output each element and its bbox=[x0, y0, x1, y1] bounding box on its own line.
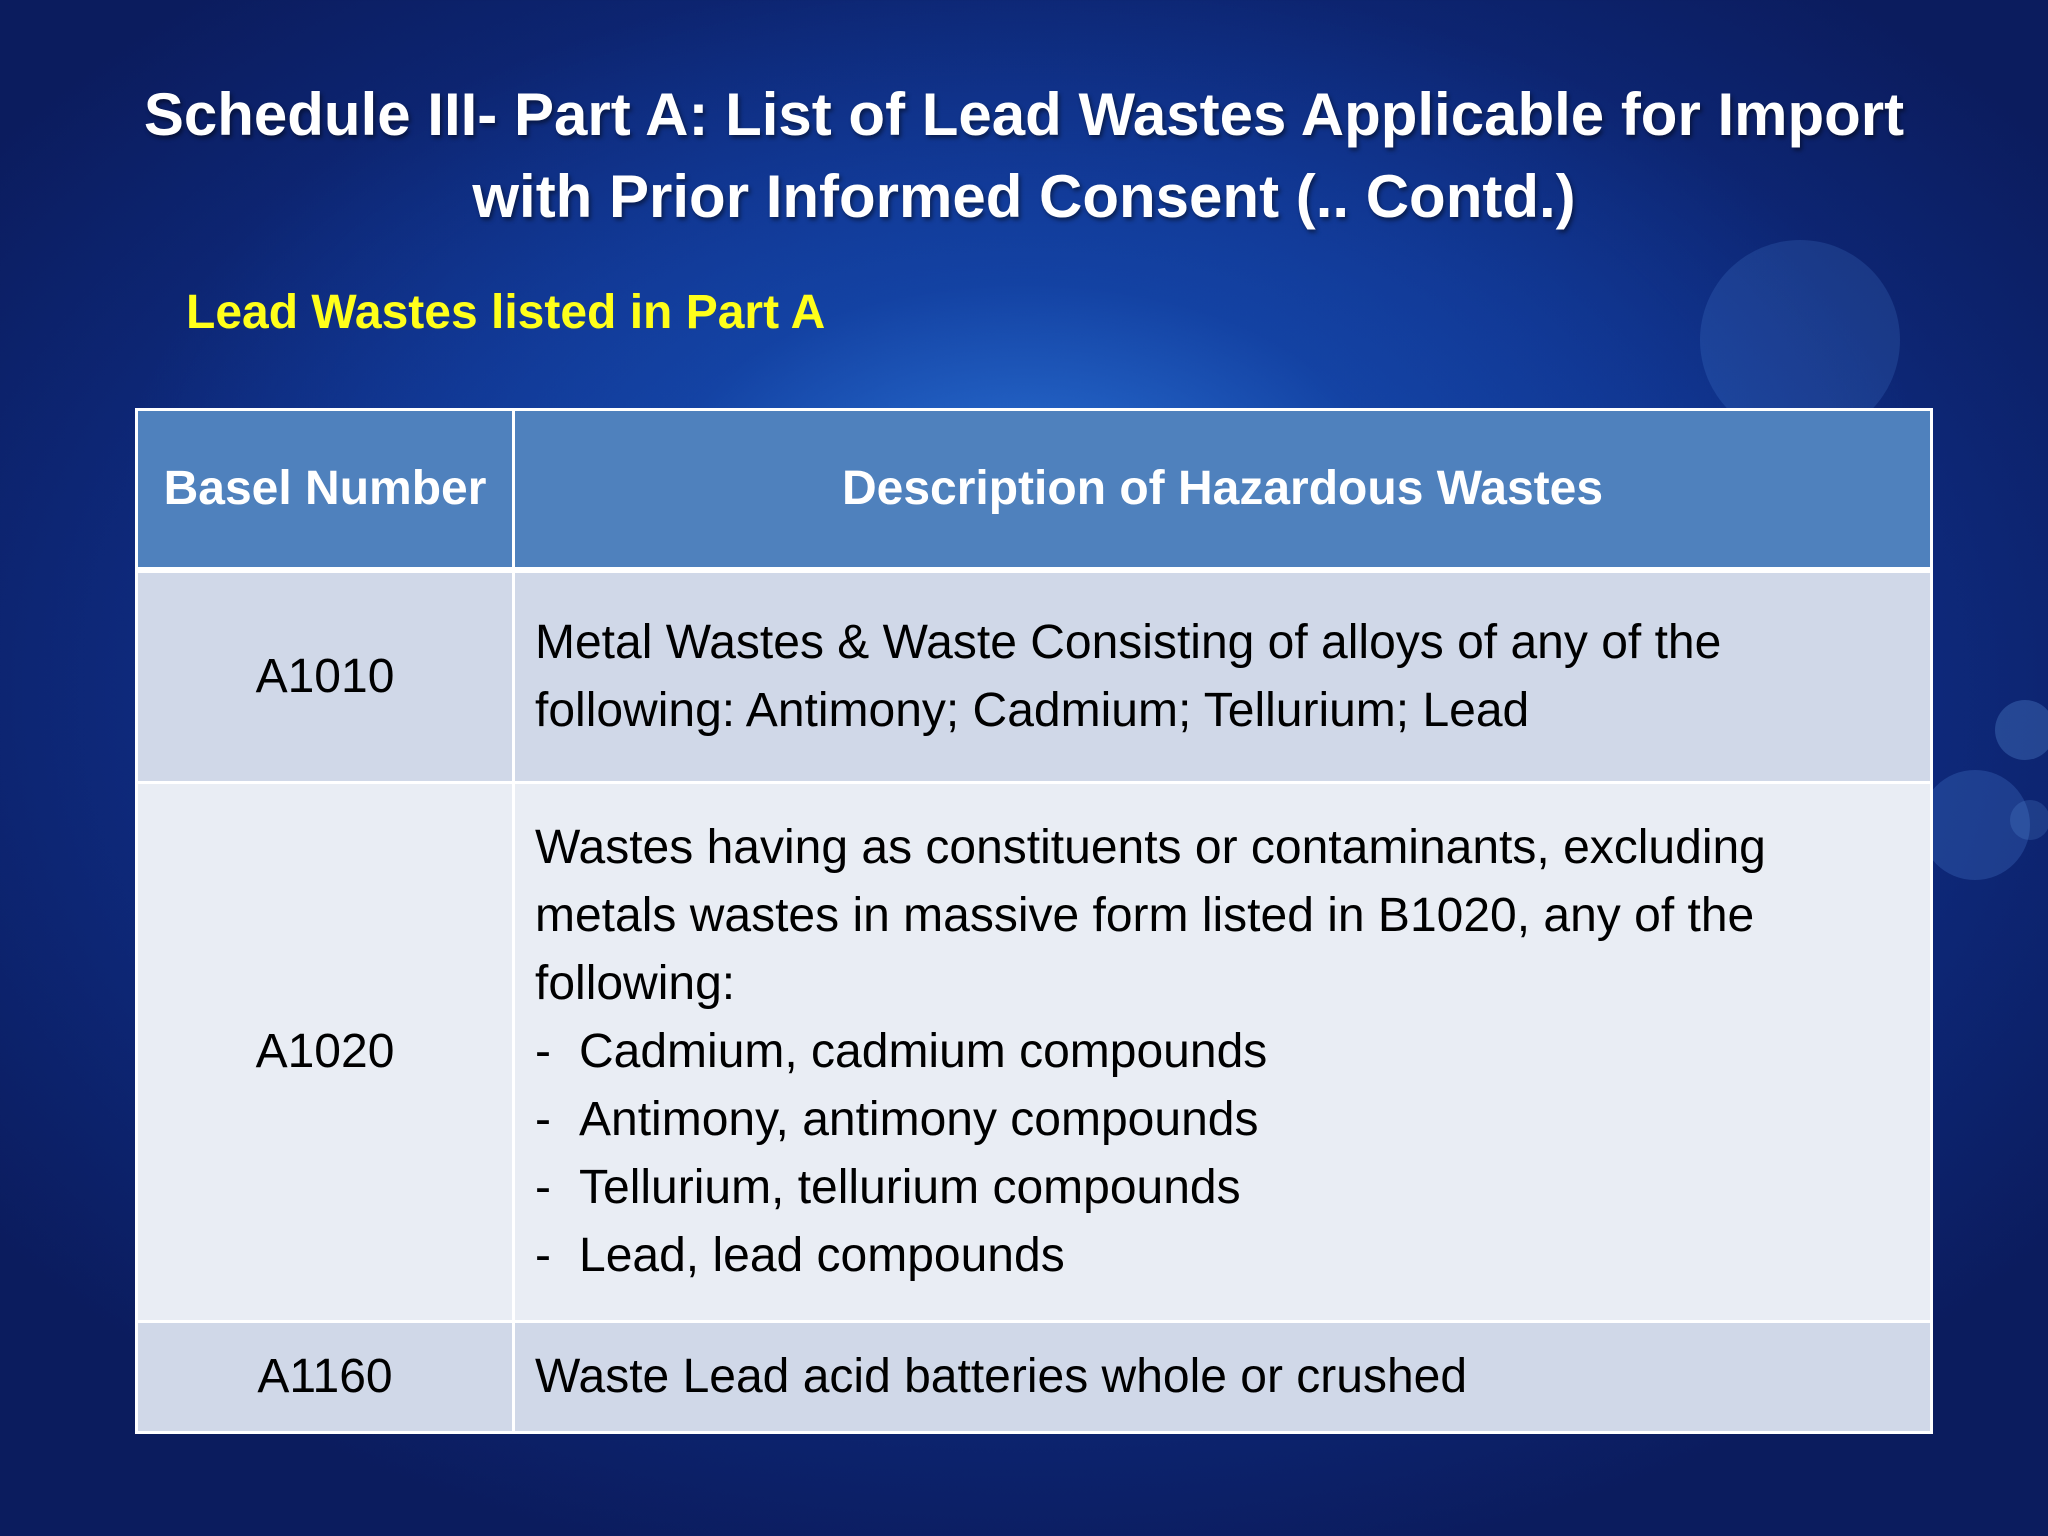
basel-number-cell: A1010 bbox=[137, 570, 514, 783]
header-description: Description of Hazardous Wastes bbox=[514, 410, 1932, 571]
description-cell bbox=[514, 783, 1932, 1322]
description-text: Wastes having as constituents or contaminants, excluding metals wastes in massive form listed in B1020, any of the following: bbox=[535, 821, 1766, 1010]
header-basel-number: Basel Number bbox=[137, 410, 514, 571]
slide-subtitle: Lead Wastes listed in Part A bbox=[186, 286, 826, 339]
list-item: - Tellurium, tellurium compounds bbox=[535, 1161, 1241, 1214]
list-item-text: Lead, lead compounds bbox=[579, 1229, 1065, 1282]
background-bokeh-circle bbox=[1920, 770, 2030, 880]
list-item-text: Antimony, antimony compounds bbox=[579, 1093, 1259, 1146]
list-item: - Cadmium, cadmium compounds bbox=[535, 1025, 1268, 1078]
table-header-row bbox=[137, 410, 1932, 571]
description-cell: Metal Wastes & Waste Consisting of alloys of any of the following: Antimony; Cadmium; Tellurium; Lead bbox=[514, 570, 1932, 783]
list-item-text: Tellurium, tellurium compounds bbox=[579, 1161, 1241, 1214]
background-bokeh-circle bbox=[1995, 700, 2048, 760]
slide-title-line-1: Schedule III- Part A: List of Lead Wastes Applicable for Import bbox=[143, 81, 1905, 148]
constituent-list bbox=[535, 1018, 1910, 1290]
table-row bbox=[137, 570, 1932, 783]
slide-title-line-2: with Prior Informed Consent (.. Contd.) bbox=[472, 163, 1576, 230]
table-row bbox=[137, 783, 1932, 1322]
list-item-text: Cadmium, cadmium compounds bbox=[579, 1025, 1268, 1078]
list-item: - Antimony, antimony compounds bbox=[535, 1093, 1259, 1146]
description-cell: Waste Lead acid batteries whole or crushed bbox=[514, 1322, 1932, 1433]
list-item: - Lead, lead compounds bbox=[535, 1229, 1065, 1282]
basel-number-cell: A1020 bbox=[137, 783, 514, 1322]
hazardous-waste-table bbox=[135, 408, 1933, 1434]
slide-title bbox=[90, 74, 1958, 238]
table-row bbox=[137, 1322, 1932, 1433]
background-bokeh-circle bbox=[2010, 800, 2048, 840]
basel-number-cell: A1160 bbox=[137, 1322, 514, 1433]
